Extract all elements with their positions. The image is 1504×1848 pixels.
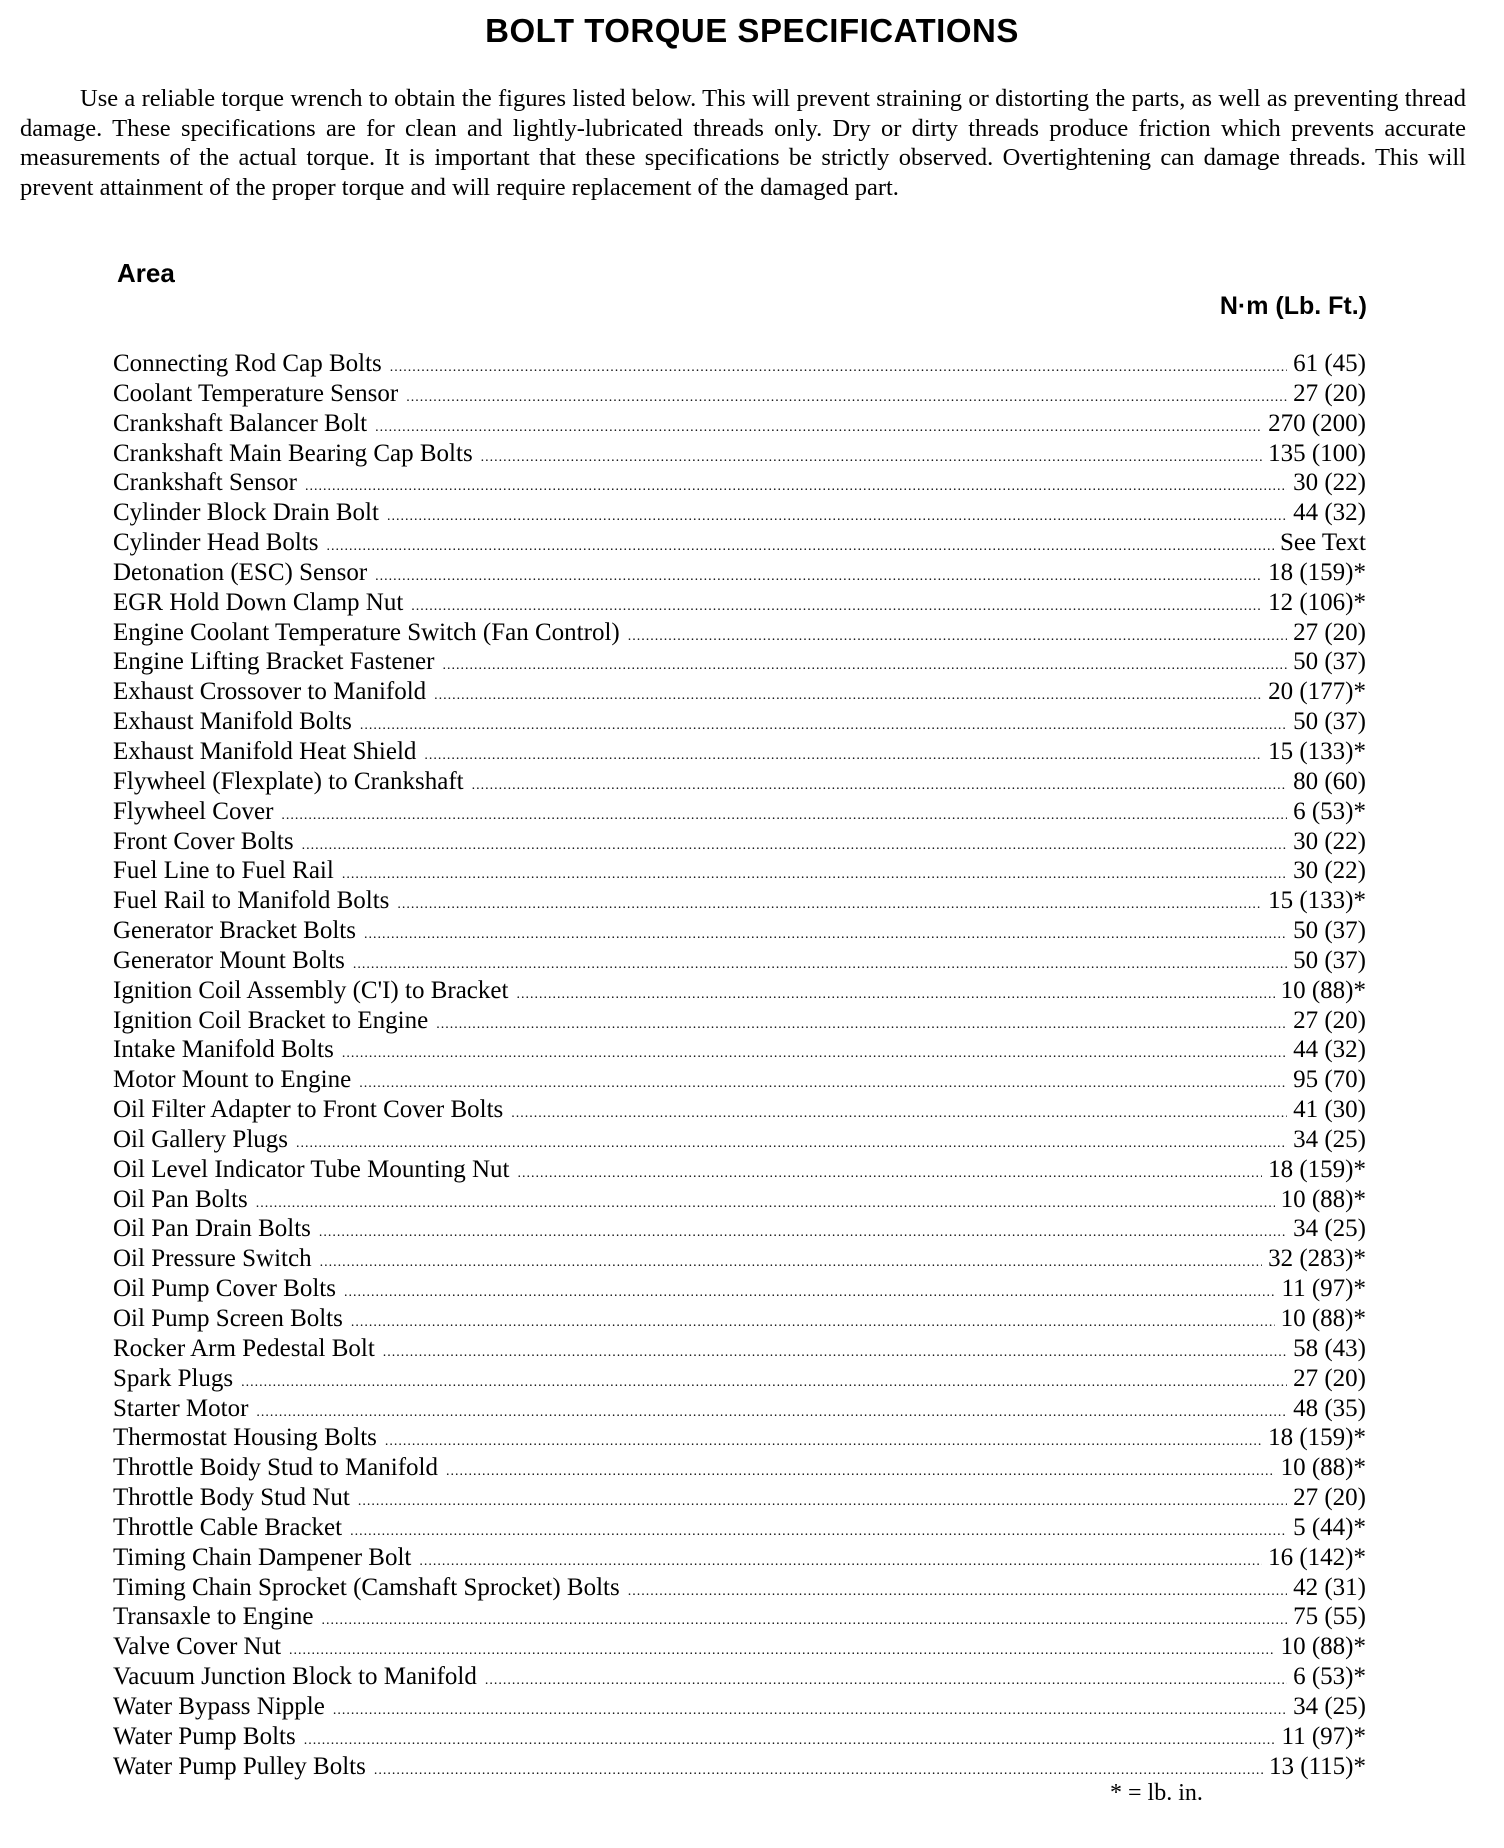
dot-leader: [350, 1517, 1287, 1547]
spec-torque-value: 41 (30): [1293, 1096, 1366, 1124]
spec-area-label: Oil Pan Bolts: [113, 1185, 248, 1213]
spec-area-label: Water Bypass Nipple: [113, 1692, 325, 1720]
spec-row: [113, 439, 1366, 469]
dot-leader: [342, 860, 1287, 890]
spec-row: [113, 1155, 1366, 1185]
spec-torque-value: 50 (37): [1293, 648, 1366, 676]
dot-leader: [344, 1278, 1276, 1308]
spec-row: [113, 707, 1366, 737]
dot-leader: [321, 1606, 1287, 1636]
spec-row: [113, 1722, 1366, 1752]
dot-leader: [383, 1338, 1287, 1368]
spec-row: [113, 916, 1366, 946]
spec-torque-value: 32 (283)*: [1268, 1245, 1366, 1273]
spec-row: [113, 946, 1366, 976]
spec-torque-value: 42 (31): [1293, 1573, 1366, 1601]
spec-torque-value: 75 (55): [1293, 1603, 1366, 1631]
spec-area-label: Throttle Body Stud Nut: [113, 1484, 350, 1512]
spec-row: [113, 1602, 1366, 1632]
spec-row: [113, 1513, 1366, 1543]
spec-area-label: Generator Mount Bolts: [113, 946, 345, 974]
spec-area-label: Front Cover Bolts: [113, 827, 294, 855]
spec-area-label: EGR Hold Down Clamp Nut: [113, 588, 404, 616]
dot-leader: [424, 741, 1262, 771]
spec-area-label: Coolant Temperature Sensor: [113, 379, 399, 407]
spec-row: [113, 1692, 1366, 1722]
spec-area-label: Water Pump Bolts: [113, 1722, 296, 1750]
spec-torque-value: See Text: [1280, 529, 1366, 557]
spec-area-label: Oil Pump Screen Bolts: [113, 1305, 343, 1332]
spec-torque-value: 27 (20): [1293, 379, 1366, 407]
spec-row: [113, 737, 1366, 767]
spec-torque-value: 27 (20): [1293, 1364, 1366, 1392]
dot-leader: [281, 801, 1287, 831]
spec-area-label: Ignition Coil Assembly (C'I) to Bracket: [113, 976, 509, 1004]
spec-torque-value: 44 (32): [1293, 499, 1366, 527]
spec-area-label: Timing Chain Dampener Bolt: [113, 1543, 412, 1571]
dot-leader: [305, 472, 1287, 502]
spec-area-label: Crankshaft Balancer Bolt: [113, 409, 368, 437]
spec-torque-value: 27 (20): [1293, 1484, 1366, 1512]
spec-area-label: Generator Bracket Bolts: [113, 917, 356, 945]
spec-row: [113, 1006, 1366, 1036]
spec-area-label: Water Pump Pulley Bolts: [113, 1752, 366, 1780]
spec-area-label: Crankshaft Sensor: [113, 469, 297, 497]
spec-row: [113, 618, 1366, 648]
dot-leader: [256, 1398, 1287, 1428]
spec-area-label: Oil Pump Cover Bolts: [113, 1275, 336, 1303]
spec-torque-value: 11 (97)*: [1281, 1275, 1366, 1303]
spec-area-label: Valve Cover Nut: [113, 1633, 282, 1661]
spec-torque-value: 15 (133)*: [1268, 737, 1366, 765]
spec-row: [113, 797, 1366, 827]
spec-torque-value: 16 (142)*: [1268, 1543, 1366, 1571]
spec-row: [113, 647, 1366, 677]
spec-area-label: Oil Pan Drain Bolts: [113, 1215, 311, 1243]
spec-torque-value: 34 (25): [1293, 1215, 1366, 1243]
dot-leader: [390, 353, 1287, 383]
spec-area-label: Motor Mount to Engine: [113, 1066, 352, 1094]
spec-area-label: Starter Motor: [113, 1394, 249, 1422]
spec-torque-value: 10 (88)*: [1280, 976, 1366, 1004]
spec-row: [113, 379, 1366, 409]
spec-torque-value: 95 (70): [1293, 1066, 1366, 1094]
spec-torque-value: 50 (37): [1293, 946, 1366, 974]
unit-column-header: N·m (Lb. Ft.): [1219, 292, 1367, 320]
spec-row: [113, 498, 1366, 528]
dot-leader: [375, 562, 1262, 592]
spec-row: [113, 1394, 1366, 1424]
spec-torque-value: 5 (44)*: [1293, 1513, 1366, 1541]
spec-row: [113, 976, 1366, 1006]
spec-row: [113, 1214, 1366, 1244]
dot-leader: [434, 681, 1262, 711]
spec-row: [113, 886, 1366, 916]
spec-row: [113, 677, 1366, 707]
spec-row: [113, 1125, 1366, 1155]
spec-row: [113, 1423, 1366, 1453]
dot-leader: [385, 1427, 1262, 1457]
spec-torque-value: 11 (97)*: [1281, 1722, 1366, 1750]
spec-area-label: Exhaust Crossover to Manifold: [113, 678, 427, 706]
spec-row: [113, 767, 1366, 797]
dot-leader: [518, 1159, 1263, 1189]
dot-leader: [446, 1457, 1275, 1487]
dot-leader: [628, 622, 1287, 652]
spec-row: [113, 1752, 1366, 1782]
dot-leader: [320, 1248, 1262, 1278]
spec-row: [113, 1543, 1366, 1573]
dot-leader: [351, 1308, 1275, 1338]
spec-torque-value: 6 (53)*: [1293, 797, 1366, 825]
spec-torque-value: 18 (159)*: [1268, 1155, 1366, 1183]
spec-area-label: Exhaust Manifold Heat Shield: [113, 737, 417, 765]
spec-area-label: Oil Level Indicator Tube Mounting Nut: [113, 1155, 510, 1183]
spec-torque-value: 15 (133)*: [1268, 887, 1366, 915]
footnote: * = lb. in.: [1110, 1780, 1203, 1806]
spec-row: [113, 1065, 1366, 1095]
dot-leader: [485, 1666, 1287, 1696]
spec-torque-value: 18 (159)*: [1268, 558, 1366, 586]
spec-area-label: Connecting Rod Cap Bolts: [113, 350, 382, 377]
spec-row: [113, 1185, 1366, 1215]
spec-row: [113, 1364, 1366, 1394]
dot-leader: [319, 1218, 1287, 1248]
spec-row: [113, 1274, 1366, 1304]
dot-leader: [472, 771, 1287, 801]
dot-leader: [436, 1010, 1287, 1040]
spec-area-label: Flywheel (Flexplate) to Crankshaft: [113, 767, 464, 795]
dot-leader: [511, 1099, 1287, 1129]
spec-area-label: Timing Chain Sprocket (Camshaft Sprocket) Bolts: [113, 1573, 620, 1601]
spec-row: [113, 1662, 1366, 1692]
dot-leader: [304, 1726, 1276, 1756]
spec-row: [113, 1632, 1366, 1662]
spec-torque-value: 50 (37): [1293, 917, 1366, 945]
spec-area-label: Vacuum Junction Block to Manifold: [113, 1663, 477, 1691]
dot-leader: [364, 920, 1287, 950]
spec-torque-value: 10 (88)*: [1280, 1185, 1366, 1213]
spec-area-label: Engine Coolant Temperature Switch (Fan Control): [113, 618, 620, 646]
dot-leader: [387, 502, 1287, 532]
spec-torque-value: 270 (200): [1268, 409, 1366, 437]
spec-row: [113, 409, 1366, 439]
page-title: BOLT TORQUE SPECIFICATIONS: [485, 12, 1019, 49]
spec-row: [113, 349, 1366, 379]
dot-leader: [481, 443, 1262, 473]
torque-spec-list: [113, 349, 1366, 1782]
spec-area-label: Ignition Coil Bracket to Engine: [113, 1006, 429, 1034]
dot-leader: [302, 831, 1288, 861]
spec-torque-value: 30 (22): [1293, 469, 1366, 497]
spec-torque-value: 34 (25): [1293, 1125, 1366, 1153]
spec-area-label: Intake Manifold Bolts: [113, 1036, 334, 1064]
spec-row: [113, 1573, 1366, 1603]
intro-paragraph: Use a reliable torque wrench to obtain the figures listed below. This will prevent straining or distorting the parts, as well as preventing thread damage. These specifications are for clean and lightly-lubricated threads only. Dry or dirty threads produce friction which prevents accurate measurements of the actual torque. It is important that these specifications be strictly observed. Overtightening can damage threads. This will prevent attainment of the proper torque and will require replacement of the damaged part.: [20, 85, 1466, 201]
spec-area-label: Flywheel Cover: [113, 797, 274, 825]
spec-row: [113, 1035, 1366, 1065]
spec-area-label: Oil Pressure Switch: [113, 1245, 312, 1273]
spec-torque-value: 48 (35): [1293, 1394, 1366, 1422]
spec-torque-value: 50 (37): [1293, 708, 1366, 736]
spec-area-label: Crankshaft Main Bearing Cap Bolts: [113, 439, 473, 467]
dot-leader: [241, 1368, 1287, 1398]
spec-row: [113, 1483, 1366, 1513]
dot-leader: [406, 383, 1287, 413]
spec-area-label: Transaxle to Engine: [113, 1603, 314, 1631]
spec-torque-value: 30 (22): [1293, 857, 1366, 885]
spec-area-label: Engine Lifting Bracket Fastener: [113, 648, 435, 676]
spec-torque-value: 6 (53)*: [1293, 1663, 1366, 1691]
dot-leader: [333, 1696, 1287, 1726]
dot-leader: [397, 890, 1262, 920]
dot-leader: [327, 532, 1275, 562]
spec-area-label: Thermostat Housing Bolts: [113, 1424, 377, 1452]
spec-torque-value: 27 (20): [1293, 1006, 1366, 1034]
spec-torque-value: 20 (177)*: [1268, 678, 1366, 706]
spec-torque-value: 10 (88)*: [1280, 1454, 1366, 1482]
spec-area-label: Spark Plugs: [113, 1364, 234, 1392]
spec-area-label: Oil Filter Adapter to Front Cover Bolts: [113, 1096, 504, 1124]
spec-area-label: Oil Gallery Plugs: [113, 1125, 288, 1153]
dot-leader: [628, 1577, 1287, 1607]
spec-row: [113, 1304, 1366, 1334]
spec-row: [113, 827, 1366, 857]
spec-torque-value: 30 (22): [1293, 827, 1366, 855]
spec-torque-value: 44 (32): [1293, 1036, 1366, 1064]
spec-torque-value: 27 (20): [1293, 618, 1366, 646]
spec-torque-value: 80 (60): [1293, 767, 1366, 795]
spec-row: [113, 528, 1366, 558]
spec-torque-value: 34 (25): [1293, 1692, 1366, 1720]
spec-row: [113, 856, 1366, 886]
spec-row: [113, 558, 1366, 588]
spec-area-label: Throttle Cable Bracket: [113, 1513, 343, 1541]
spec-row: [113, 1095, 1366, 1125]
spec-row: [113, 1244, 1366, 1274]
spec-row: [113, 1453, 1366, 1483]
spec-area-label: Throttle Boidy Stud to Manifold: [113, 1454, 438, 1482]
spec-torque-value: 12 (106)*: [1268, 588, 1366, 616]
spec-area-label: Detonation (ESC) Sensor: [113, 558, 368, 586]
dot-leader: [375, 413, 1262, 443]
spec-torque-value: 10 (88)*: [1280, 1633, 1366, 1661]
spec-torque-value: 10 (88)*: [1280, 1305, 1366, 1332]
spec-row: [113, 1334, 1366, 1364]
dot-leader: [360, 711, 1287, 741]
spec-torque-value: 61 (45): [1293, 350, 1366, 377]
spec-area-label: Fuel Rail to Manifold Bolts: [113, 887, 390, 915]
area-column-header: Area: [117, 258, 175, 288]
spec-torque-value: 58 (43): [1293, 1334, 1366, 1362]
spec-area-label: Rocker Arm Pedestal Bolt: [113, 1334, 375, 1362]
spec-area-label: Cylinder Head Bolts: [113, 529, 319, 557]
spec-area-label: Exhaust Manifold Bolts: [113, 708, 352, 736]
dot-leader: [256, 1189, 1275, 1219]
spec-area-label: Cylinder Block Drain Bolt: [113, 499, 379, 527]
dot-leader: [442, 651, 1287, 681]
dot-leader: [516, 980, 1274, 1010]
spec-torque-value: 18 (159)*: [1268, 1424, 1366, 1452]
dot-leader: [358, 1487, 1287, 1517]
spec-row: [113, 468, 1366, 498]
spec-torque-value: 13 (115)*: [1269, 1752, 1366, 1780]
spec-area-label: Fuel Line to Fuel Rail: [113, 857, 334, 885]
dot-leader: [342, 1039, 1287, 1069]
spec-torque-value: 135 (100): [1268, 439, 1366, 467]
spec-row: [113, 588, 1366, 618]
